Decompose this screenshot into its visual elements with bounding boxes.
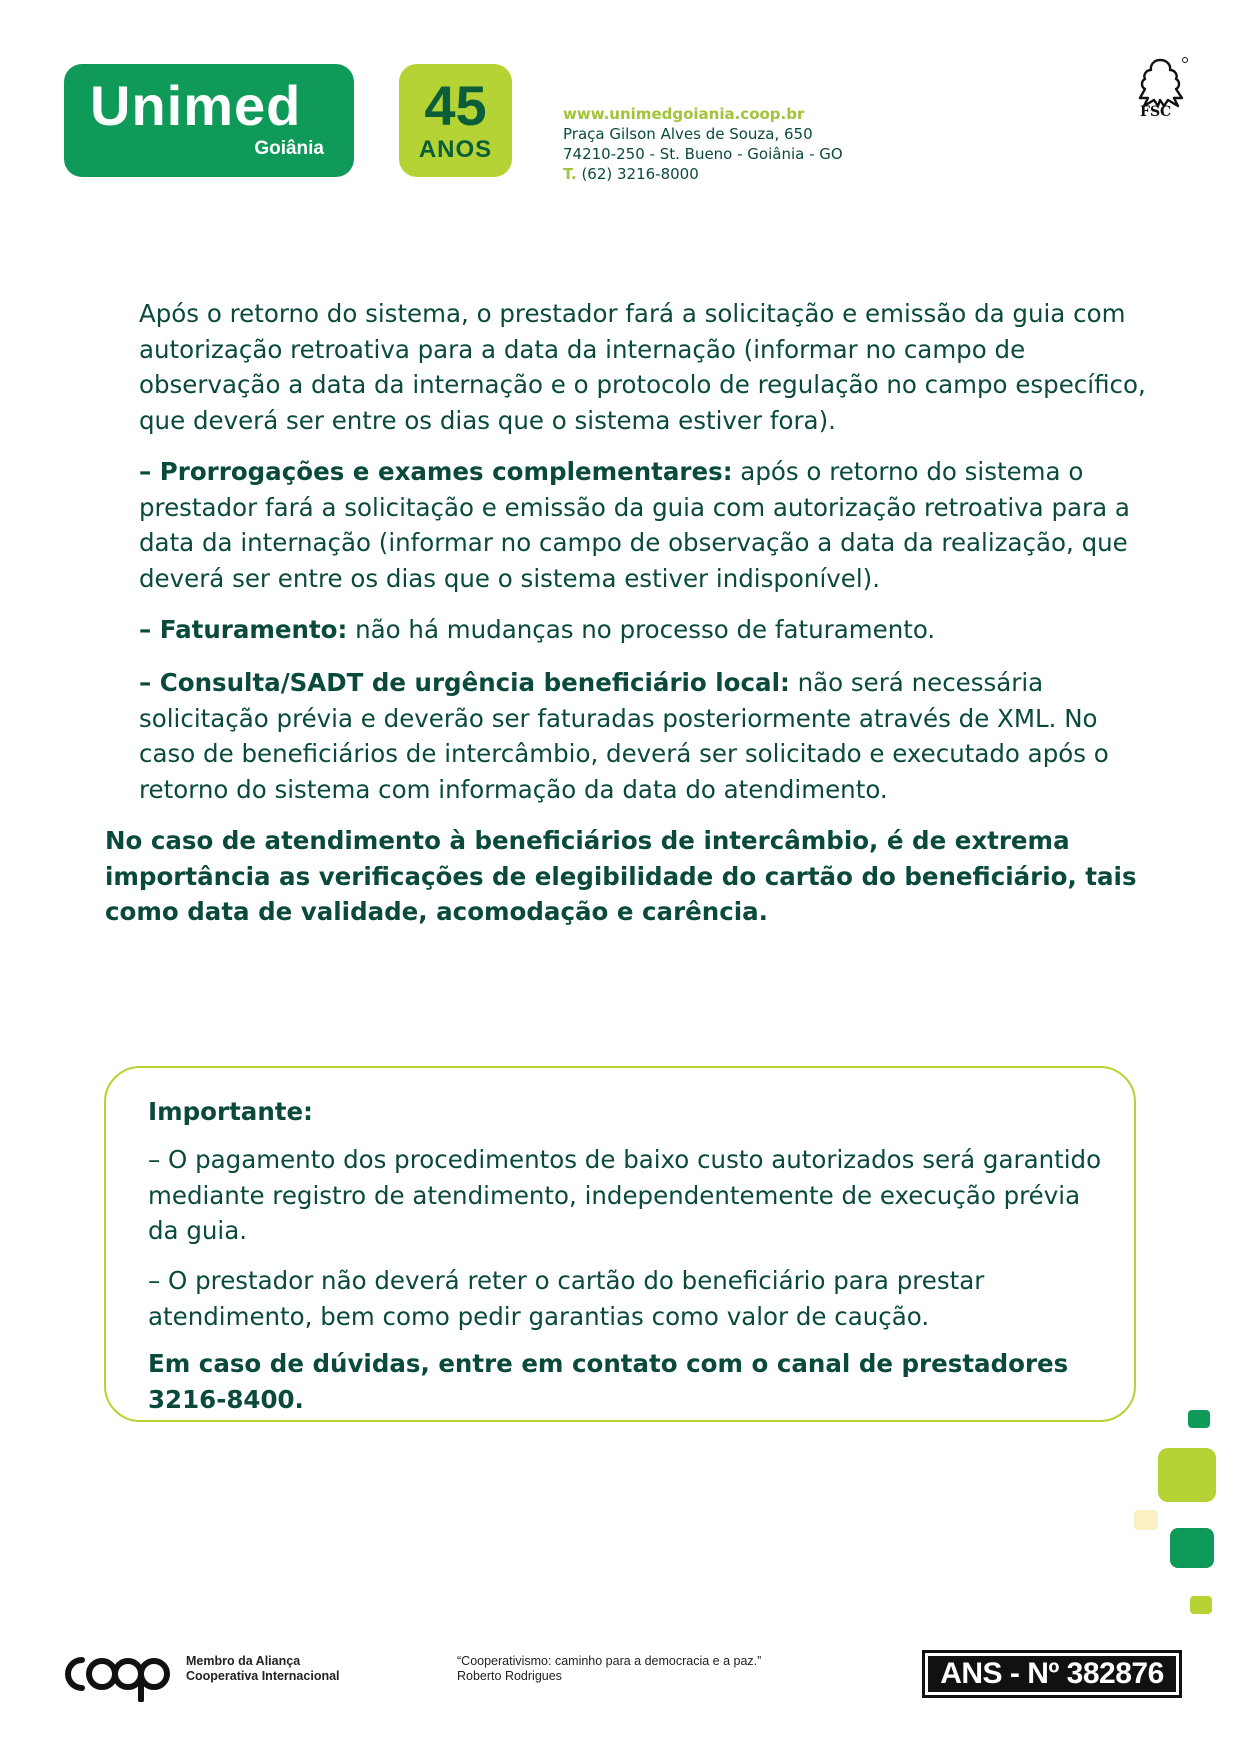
logo-brand-text: Unimed bbox=[90, 74, 302, 137]
phone-number: (62) 3216-8000 bbox=[581, 165, 699, 183]
decorative-square bbox=[1190, 1596, 1212, 1614]
phone-prefix: T. bbox=[563, 165, 577, 183]
paragraph-billing bbox=[139, 612, 1149, 648]
decorative-square bbox=[1170, 1528, 1214, 1568]
quote-text: “Cooperativismo: caminho para a democracia e a paz.” bbox=[457, 1654, 762, 1668]
urgent-consultation-text: não será necessária solicitação prévia e deverão ser faturadas posteriormente através de XML. No caso de beneficiários de intercâmbio, deverá ser solicitado e executado após o retorno do sistema com informação da data do atendimento. bbox=[139, 668, 1109, 804]
urgent-consultation-heading: – Consulta/SADT de urgência beneficiário local: bbox=[139, 668, 790, 697]
billing-text: não há mudanças no processo de faturamento. bbox=[347, 615, 936, 644]
phone-line bbox=[563, 164, 843, 184]
coop-logo-icon bbox=[58, 1646, 178, 1702]
decorative-square bbox=[1188, 1410, 1210, 1428]
anniversary-word: ANOS bbox=[418, 136, 493, 163]
address-line-1: Praça Gilson Alves de Souza, 650 bbox=[563, 125, 813, 143]
paragraph-interchange-warning: No caso de atendimento à beneficiários de intercâmbio, é de extrema importância as verificações de elegibilidade do cartão do beneficiário, tais como data de validade, acomodação e carência. bbox=[105, 826, 1137, 926]
coop-line-1: Membro da Aliança bbox=[186, 1654, 301, 1668]
paragraph-urgent-consultation bbox=[139, 665, 1149, 807]
anniversary-number: 45 bbox=[424, 74, 487, 137]
website-link[interactable]: www.unimedgoiania.coop.br bbox=[563, 105, 805, 123]
coop-membership-text bbox=[186, 1654, 340, 1684]
paragraph-retroactive-auth: Após o retorno do sistema, o prestador fará a solicitação e emissão da guia com autorização retroativa para a data da internação (informar no campo de observação a data da internação e o protocolo de regulação no campo específico, que deverá ser entre os dias que o sistema estiver fora). bbox=[139, 299, 1146, 435]
contact-block bbox=[563, 104, 843, 184]
decorative-square bbox=[1158, 1448, 1216, 1502]
logo-city-text: Goiânia bbox=[254, 138, 324, 159]
quote-author: Roberto Rodrigues bbox=[457, 1669, 562, 1683]
anniversary-badge bbox=[399, 64, 512, 177]
extensions-text: após o retorno do sistema o prestador fará a solicitação e emissão da guia com autorização retroativa para a data da internação (informar no campo de observação a data da realização, que deverá ser entre os dias que o sistema estiver indisponível). bbox=[139, 457, 1130, 593]
coop-line-2: Cooperativa Internacional bbox=[186, 1669, 340, 1683]
important-item-payment: – O pagamento dos procedimentos de baixo custo autorizados será garantido mediante registro de atendimento, independentemente de execução prévia da guia. bbox=[148, 1145, 1102, 1245]
paragraph-extensions bbox=[139, 454, 1149, 596]
address-line-2: 74210-250 - St. Bueno - Goiânia - GO bbox=[563, 145, 843, 163]
decorative-square bbox=[1134, 1510, 1158, 1530]
important-item-card: – O prestador não deverá reter o cartão do beneficiário para prestar atendimento, bem como pedir garantias como valor de caução. bbox=[148, 1266, 985, 1331]
billing-heading: – Faturamento: bbox=[139, 615, 348, 644]
extensions-heading: – Prorrogações e exames complementares: bbox=[139, 457, 733, 486]
fsc-label: FSC bbox=[1140, 104, 1172, 120]
important-contact: Em caso de dúvidas, entre em contato com o canal de prestadores 3216-8400. bbox=[148, 1349, 1069, 1414]
unimed-logo bbox=[64, 64, 354, 177]
ans-registration-badge bbox=[922, 1650, 1182, 1698]
important-title: Importante: bbox=[148, 1097, 313, 1126]
footer-quote bbox=[457, 1654, 761, 1684]
ans-number: ANS - Nº 382876 bbox=[928, 1656, 1176, 1692]
